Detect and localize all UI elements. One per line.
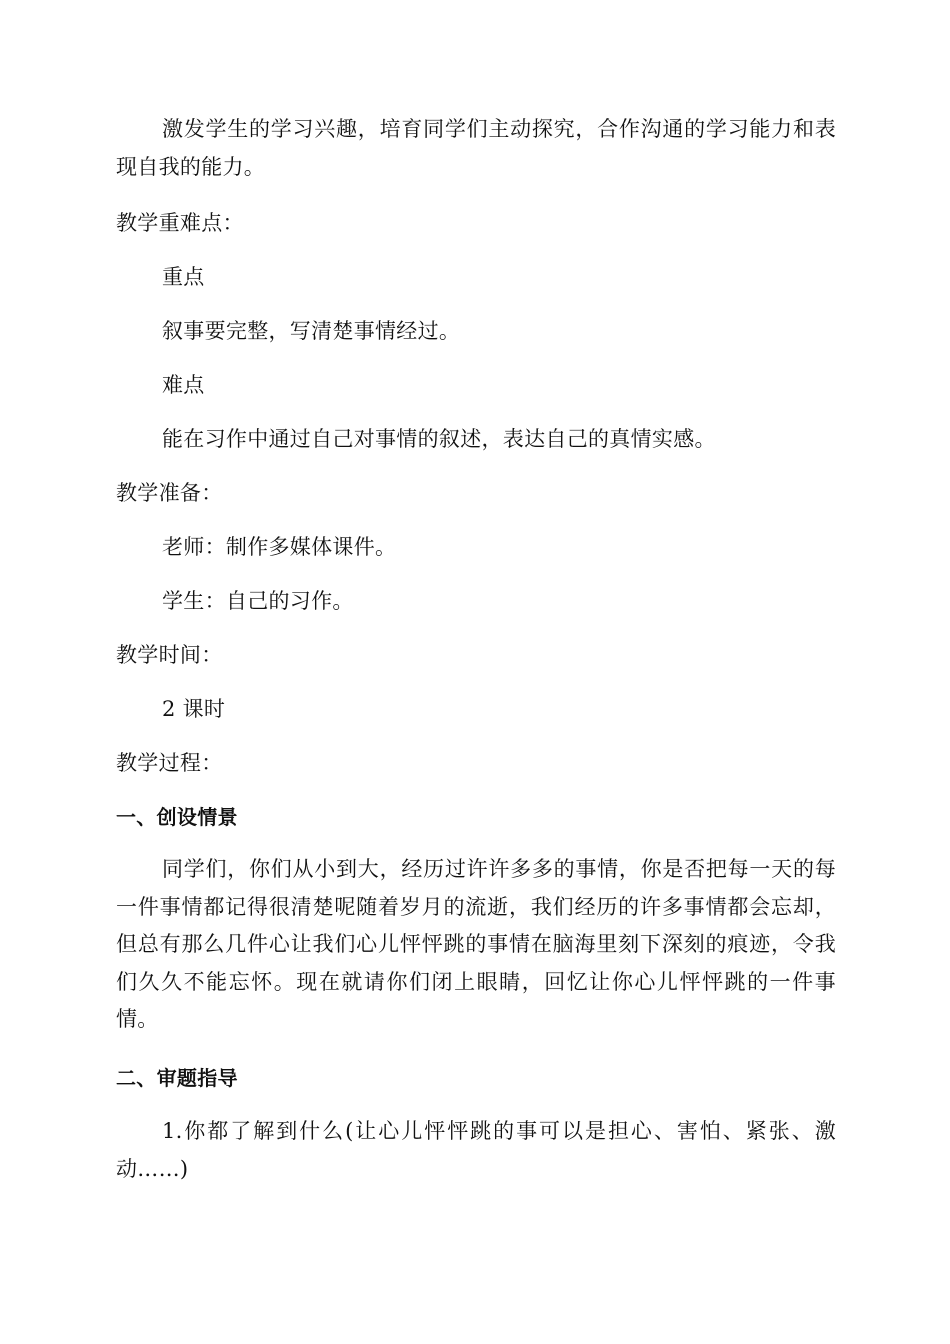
section1-title: 一、创设情景 [116, 805, 238, 829]
focus-label: 重点 [162, 265, 205, 289]
section2-item1: 1.你都了解到什么(让心儿怦怦跳的事可以是担心、害怕、紧张、激动……) [116, 1119, 836, 1181]
section2-title: 二、审题指导 [116, 1066, 238, 1090]
intro-paragraph: 激发学生的学习兴趣，培育同学们主动探究，合作沟通的学习能力和表现自我的能力。 [116, 117, 836, 179]
time-value: 2 课时 [162, 697, 226, 721]
focus-text: 叙事要完整，写清楚事情经过。 [162, 319, 461, 343]
process-heading: 教学过程： [116, 751, 223, 775]
section1-paragraph: 同学们，你们从小到大，经历过许许多多的事情，你是否把每一天的每一件事情都记得很清楚呢随着岁月的流逝，我们经历的许多事情都会忘却，但总有那么几件心让我们心儿怦怦跳的事情在脑海里刻下深刻的痕迹，令我们久久不能忘怀。现在就请你们闭上眼睛，回忆让你心儿怦怦跳的一件事情。 [116, 857, 836, 1032]
prep-teacher: 老师：制作多媒体课件。 [162, 535, 397, 559]
difficulty-label: 难点 [162, 373, 205, 397]
difficulty-text: 能在习作中通过自己对事情的叙述，表达自己的真情实感。 [162, 427, 716, 451]
teaching-focus-heading: 教学重难点： [116, 211, 244, 235]
time-heading: 教学时间： [116, 643, 223, 667]
prep-student: 学生：自己的习作。 [162, 589, 354, 613]
prep-heading: 教学准备： [116, 481, 223, 505]
